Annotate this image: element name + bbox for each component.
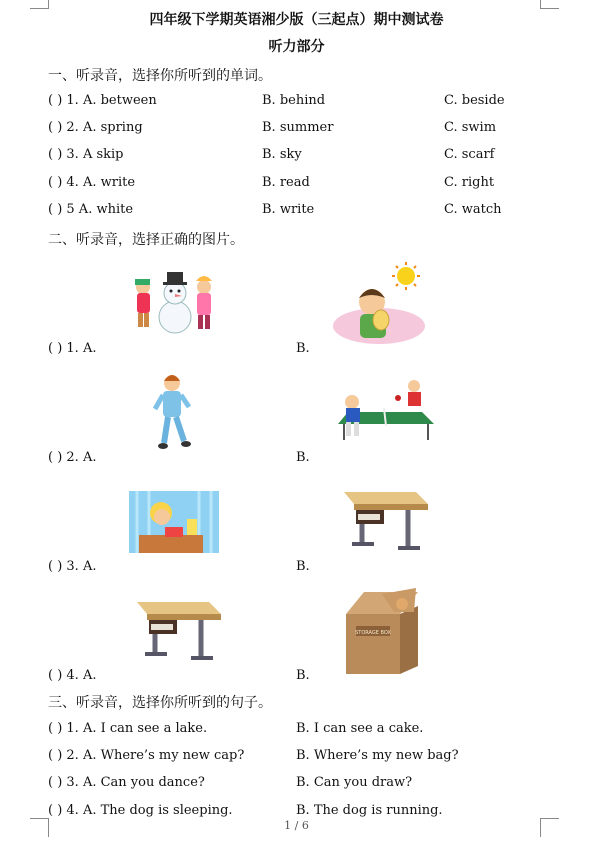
s3-row2-b: B. Where’s my new bag? xyxy=(296,748,459,763)
s1-row2-a: ( ) 2. A. spring xyxy=(48,120,143,135)
girl-reading-image xyxy=(129,491,219,553)
hot-summer-boy-image xyxy=(332,262,428,346)
table-tennis-image xyxy=(328,378,438,444)
s2-row2-b: B. xyxy=(296,450,310,465)
s1-row5-c: C. watch xyxy=(444,202,502,217)
s1-row1-b: B. behind xyxy=(262,93,326,108)
s3-row1-b: B. I can see a cake. xyxy=(296,721,424,736)
s1-row3-b: B. sky xyxy=(262,147,302,162)
s2-row4-a: ( ) 4. A. xyxy=(48,668,97,683)
s1-row4-c: C. right xyxy=(444,175,495,190)
s1-row5-a: ( ) 5 A. white xyxy=(48,202,134,217)
s3-row3-a: ( ) 3. A. Can you dance? xyxy=(48,775,205,790)
s2-row1-a: ( ) 1. A. xyxy=(48,341,97,356)
s2-row2-a: ( ) 2. A. xyxy=(48,450,97,465)
corner-mark-tl xyxy=(30,0,49,9)
corner-mark-tr xyxy=(540,0,559,9)
page-number: 1 / 6 xyxy=(284,819,309,832)
desk-book-under-image-b xyxy=(338,484,430,556)
desk-book-under-image-a xyxy=(131,594,223,666)
s1-row3-c: C. scarf xyxy=(444,147,495,162)
s1-row3-a: ( ) 3. A skip xyxy=(48,147,124,162)
s3-row1-a: ( ) 1. A. I can see a lake. xyxy=(48,721,208,736)
s1-row2-b: B. summer xyxy=(262,120,334,135)
s1-row2-c: C. swim xyxy=(444,120,497,135)
storage-box-image xyxy=(342,586,424,678)
section3-heading: 三、听录音，选择你所听到的句子。 xyxy=(48,695,272,711)
s1-row5-b: B. write xyxy=(262,202,315,217)
s3-row2-a: ( ) 2. A. Where’s my new cap? xyxy=(48,748,245,763)
section1-heading: 一、听录音，选择你所听到的单词。 xyxy=(48,68,272,84)
page-title: 四年级下学期英语湘少版（三起点）期中测试卷 xyxy=(149,12,444,28)
s3-row4-b: B. The dog is running. xyxy=(296,803,443,818)
s1-row4-a: ( ) 4. A. write xyxy=(48,175,136,190)
s3-row4-a: ( ) 4. A. The dog is sleeping. xyxy=(48,803,233,818)
s2-row4-b: B. xyxy=(296,668,310,683)
storage-box-label: STORAGE BOX xyxy=(355,630,391,636)
page-subtitle: 听力部分 xyxy=(268,39,325,55)
walking-boy-image xyxy=(152,373,194,453)
s2-row3-b: B. xyxy=(296,559,310,574)
s1-row4-b: B. read xyxy=(262,175,310,190)
s3-row3-b: B. Can you draw? xyxy=(296,775,413,790)
s1-row1-c: C. beside xyxy=(444,93,505,108)
s1-row1-a: ( ) 1. A. between xyxy=(48,93,157,108)
snowman-kids-image xyxy=(130,265,220,337)
s2-row1-b: B. xyxy=(296,341,310,356)
s2-row3-a: ( ) 3. A. xyxy=(48,559,97,574)
section2-heading: 二、听录音，选择正确的图片。 xyxy=(48,232,244,248)
